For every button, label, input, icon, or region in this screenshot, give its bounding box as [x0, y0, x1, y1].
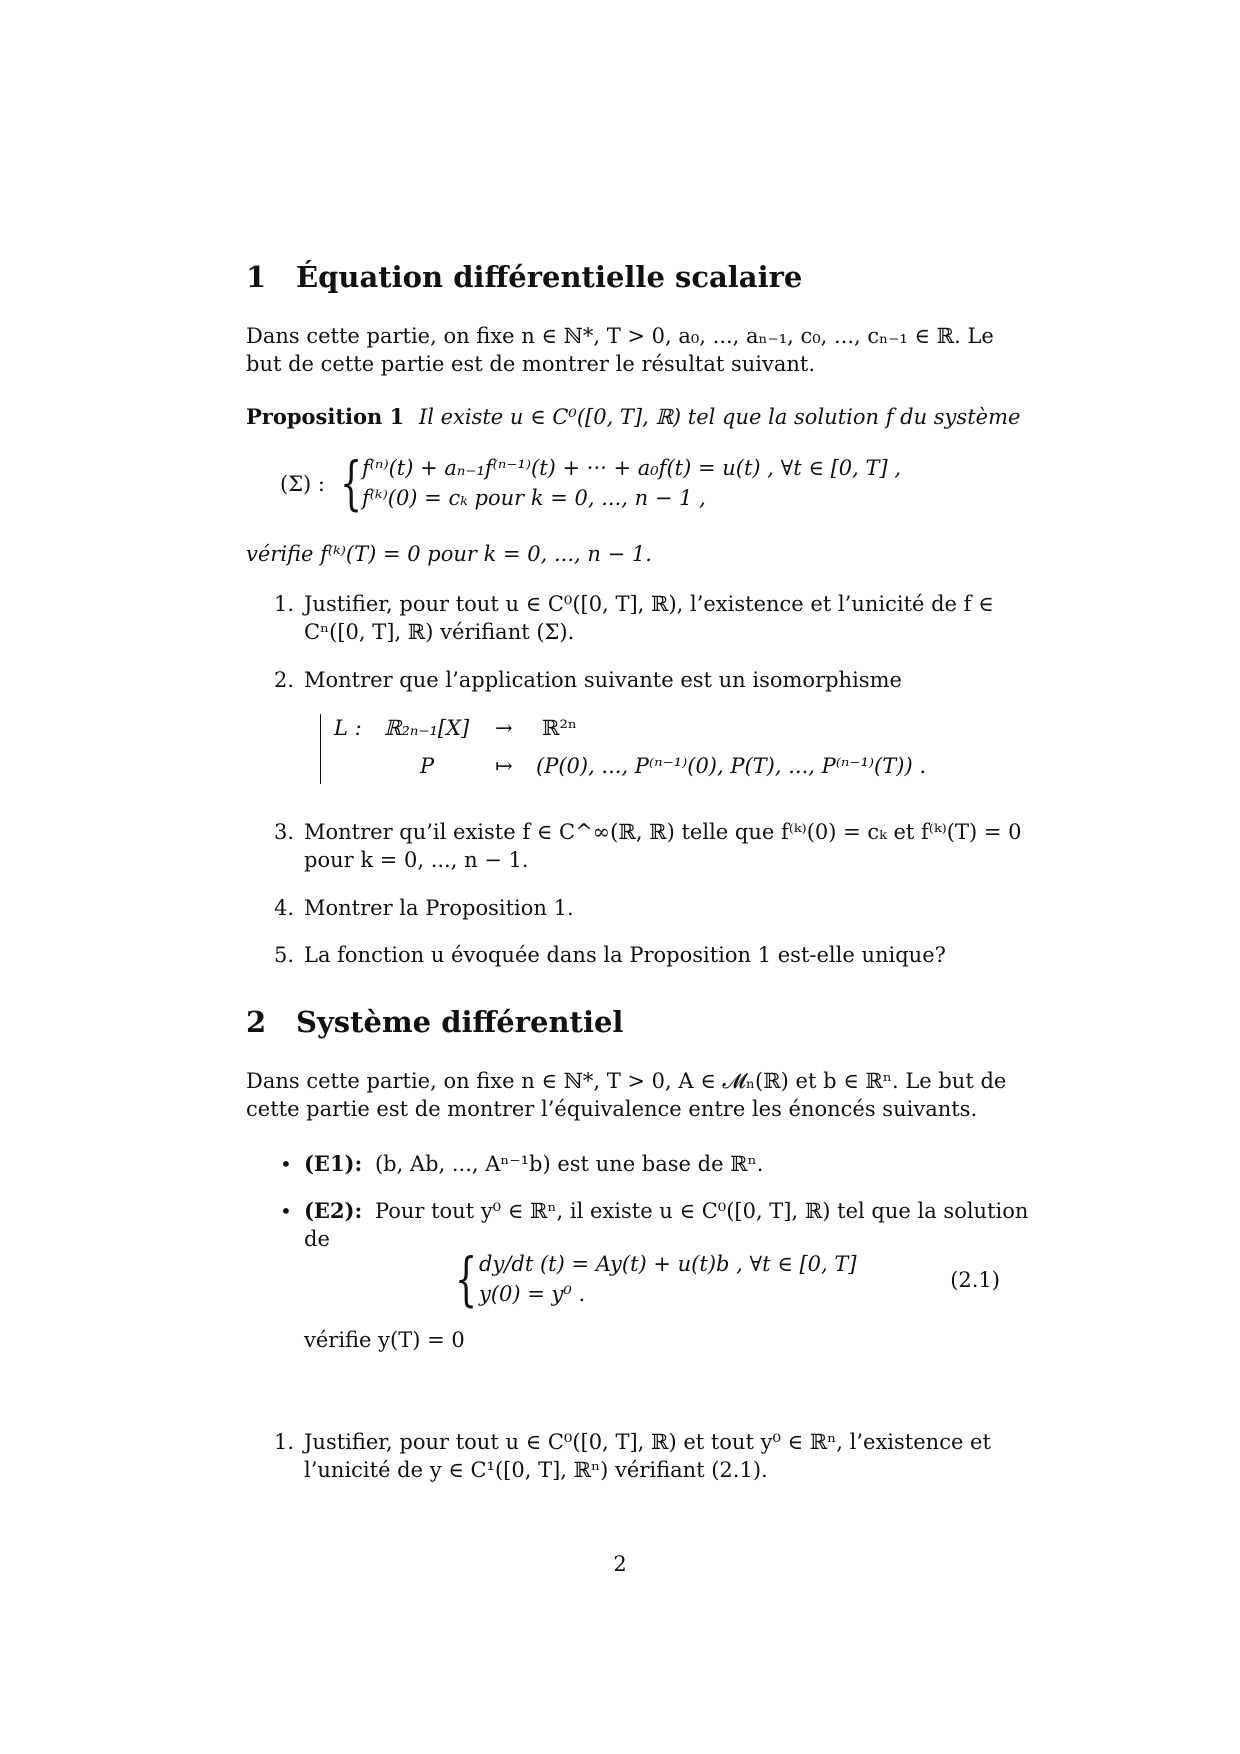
- item-line-1: Montrer qu’il existe f ∈ C^∞(ℝ, ℝ) telle que f⁽ᵏ⁾(0) = cₖ et f⁽ᵏ⁾(T) = 0: [304, 820, 1022, 844]
- section-2-item-1: [274, 1428, 1024, 1488]
- item-line-1: Montrer la Proposition 1.: [304, 896, 574, 920]
- verifie-y-condition: vérifie y(T) = 0: [304, 1328, 465, 1352]
- bullet-dot: •: [280, 1199, 292, 1223]
- section-1-item-3: [274, 818, 1024, 878]
- map-variable: P: [420, 754, 435, 778]
- section-1-item-5: [274, 941, 1024, 971]
- item-body: [304, 1428, 1024, 1484]
- map-codomain: ℝ²ⁿ: [542, 716, 577, 740]
- item-line-1: La fonction u évoquée dans la Proposition 1 est-elle unique?: [304, 943, 946, 967]
- bullet-dot: •: [280, 1152, 292, 1176]
- map-vertical-bar: [320, 714, 321, 784]
- isomorphism-map: [320, 712, 1000, 788]
- section-1-intro-line-1: Dans cette partie, on fixe n ∈ ℕ*, T > 0, a₀, ..., aₙ₋₁, c₀, ..., cₙ₋₁ ∈ ℝ. Le: [246, 324, 994, 348]
- section-2-intro: [246, 1067, 1007, 1123]
- system-2-1-eq-1: dy/dt (t) = Ay(t) + u(t)b , ∀t ∈ [0, T]: [479, 1252, 857, 1276]
- item-number: 1.: [274, 592, 295, 616]
- bullet-label: (E2):: [304, 1198, 363, 1223]
- page-number: 2: [613, 1552, 627, 1576]
- section-1-intro: [246, 322, 998, 378]
- section-2-intro-line-1: Dans cette partie, on fixe n ∈ ℕ*, T > 0, A ∈ 𝓜ₙ(ℝ) et b ∈ ℝⁿ. Le but de: [246, 1069, 1007, 1093]
- item-body: [304, 666, 1024, 694]
- item-body: [304, 590, 1024, 646]
- map-name: L :: [334, 716, 362, 740]
- system-sigma-label: (Σ) :: [280, 472, 325, 496]
- bullet-body: [304, 1150, 1024, 1178]
- section-2-title: Système différentiel: [296, 1005, 624, 1039]
- item-body: [304, 818, 1024, 874]
- map-image: (P(0), ..., P⁽ⁿ⁻¹⁾(0), P(T), ..., P⁽ⁿ⁻¹⁾(T)) .: [536, 754, 926, 778]
- proposition-label: Proposition 1: [246, 404, 405, 429]
- item-line-1: Justifier, pour tout u ∈ C⁰([0, T], ℝ), l’existence et l’unicité de f ∈: [304, 592, 994, 616]
- item-line-2: l’unicité de y ∈ C¹([0, T], ℝⁿ) vérifiant (2.1).: [304, 1458, 768, 1482]
- proposition-text: Il existe u ∈ C⁰([0, T], ℝ) tel que la solution f du système: [418, 405, 1021, 429]
- item-number: 4.: [274, 896, 295, 920]
- item-line-1: Montrer que l’application suivante est un isomorphisme: [304, 668, 902, 692]
- equation-tag: (2.1): [950, 1268, 1000, 1292]
- proposition-1: [246, 403, 1021, 431]
- verifie-condition: vérifie f⁽ᵏ⁾(T) = 0 pour k = 0, ..., n − 1.: [246, 542, 652, 566]
- item-number: 1.: [274, 1430, 295, 1454]
- map-domain: ℝ₂ₙ₋₁[X]: [384, 716, 470, 740]
- bullet-line-1: Pour tout y⁰ ∈ ℝⁿ, il existe u ∈ C⁰([0, T], ℝ) tel que la solution: [374, 1199, 1029, 1223]
- section-1-item-1: [274, 590, 1024, 650]
- bullet-label: (E1):: [304, 1151, 363, 1176]
- section-1-title: Équation différentielle scalaire: [296, 260, 803, 294]
- system-sigma-eq-2: f⁽ᵏ⁾(0) = cₖ pour k = 0, ..., n − 1 ,: [362, 486, 706, 510]
- system-sigma: [280, 449, 980, 517]
- system-2-1-eq-2: y(0) = y⁰ .: [479, 1282, 586, 1306]
- map-arrow: →: [495, 716, 513, 740]
- bullet-line-1: (b, Ab, ..., Aⁿ⁻¹b) est une base de ℝⁿ.: [374, 1152, 764, 1176]
- bullet-body: [304, 1197, 1029, 1253]
- item-line-2: Cⁿ([0, T], ℝ) vérifiant (Σ).: [304, 620, 575, 644]
- section-1-number: 1: [246, 260, 267, 294]
- map-maps-to: ↦: [495, 754, 513, 778]
- item-number: 2.: [274, 668, 295, 692]
- item-line-1: Justifier, pour tout u ∈ C⁰([0, T], ℝ) et tout y⁰ ∈ ℝⁿ, l’existence et: [304, 1430, 991, 1454]
- section-1-intro-line-2: but de cette partie est de montrer le résultat suivant.: [246, 352, 816, 376]
- section-1-item-2: [274, 666, 1024, 696]
- item-line-2: pour k = 0, ..., n − 1.: [304, 848, 529, 872]
- item-number: 3.: [274, 820, 295, 844]
- system-sigma-brace: {: [340, 449, 363, 517]
- section-1-heading: [246, 260, 1006, 303]
- item-body: [304, 894, 1024, 922]
- item-number: 5.: [274, 943, 295, 967]
- bullet-line-2: de: [304, 1227, 330, 1251]
- section-1-item-4: [274, 894, 1024, 924]
- bullet-e1: [280, 1150, 1010, 1180]
- section-2-intro-line-2: cette partie est de montrer l’équivalence entre les énoncés suivants.: [246, 1097, 978, 1121]
- system-sigma-eq-1: f⁽ⁿ⁾(t) + aₙ₋₁f⁽ⁿ⁻¹⁾(t) + ··· + a₀f(t) = u(t) , ∀t ∈ [0, T] ,: [362, 456, 902, 480]
- section-2-heading: [246, 1005, 1006, 1048]
- system-2-1: [455, 1245, 1000, 1313]
- system-2-1-brace: {: [455, 1245, 478, 1313]
- section-2-number: 2: [246, 1005, 267, 1039]
- item-body: [304, 941, 1024, 969]
